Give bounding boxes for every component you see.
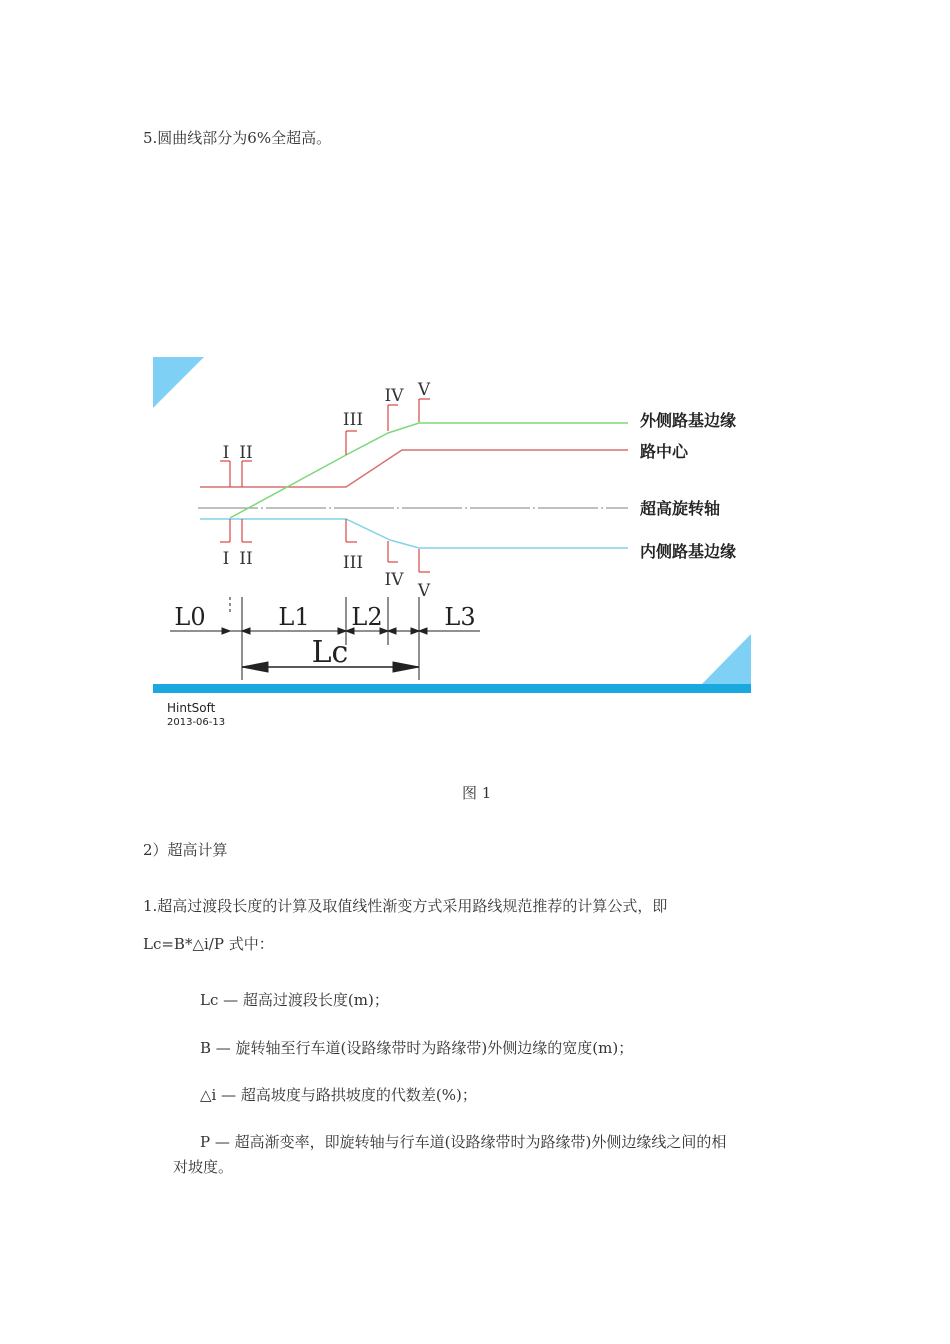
bottom-label-II: II [239, 549, 253, 569]
segment-label-L3: L3 [444, 603, 476, 631]
top-label-I: I [222, 443, 230, 463]
label-road-center: 路中心 [640, 442, 689, 461]
segment-label-L0: L0 [174, 603, 206, 631]
watermark-date: 2013-06-13 [167, 717, 226, 728]
inner-edge-line [200, 519, 628, 548]
top-label-II: II [239, 443, 253, 463]
bottom-label-V: V [417, 581, 431, 601]
top-label-IV: IV [384, 386, 404, 406]
definition-delta-i: △i — 超高坡度与路拱坡度的代数差(%)； [200, 1086, 477, 1104]
bottom-label-III: III [342, 553, 364, 573]
definition-p-line1: P — 超高渐变率，即旋转轴与行车道(设路缘带时为路缘带)外侧边缘线之间的相 [200, 1133, 727, 1151]
outer-edge-line [230, 423, 628, 518]
section-heading-2: 2）超高计算 [143, 841, 228, 859]
formula-line: Lc=B*△i/P 式中： [143, 935, 274, 953]
segment-label-L1: L1 [278, 603, 310, 631]
superelevation-diagram [140, 345, 765, 740]
label-rotation-axis: 超高旋转轴 [640, 499, 721, 518]
corner-triangle-top-left [153, 357, 204, 408]
road-center-line [200, 450, 628, 487]
definition-b: B — 旋转轴至行车道(设路缘带时为路缘带)外侧边缘的宽度(m)； [200, 1039, 634, 1057]
bottom-label-IV: IV [384, 570, 404, 590]
paragraph-item-5: 5.圆曲线部分为6%全超高。 [143, 129, 332, 147]
watermark-brand: HintSoft [167, 701, 216, 715]
definition-p-line2: 对坡度。 [173, 1158, 234, 1176]
label-inner-edge: 内侧路基边缘 [640, 542, 737, 561]
total-label-Lc: Lc [311, 635, 349, 670]
top-label-V: V [417, 380, 431, 400]
top-label-III: III [342, 410, 364, 430]
segment-label-L2: L2 [351, 603, 383, 631]
bottom-accent-bar [153, 684, 751, 693]
label-outer-edge: 外侧路基边缘 [640, 411, 737, 430]
paragraph-item-1: 1.超高过渡段长度的计算及取值线性渐变方式采用路线规范推荐的计算公式，即 [143, 897, 668, 915]
figure-caption: 图 1 [462, 784, 492, 802]
corner-triangle-bottom-right [702, 634, 751, 684]
definition-lc: Lc — 超高过渡段长度(m)； [200, 991, 389, 1009]
bottom-label-I: I [222, 549, 230, 569]
